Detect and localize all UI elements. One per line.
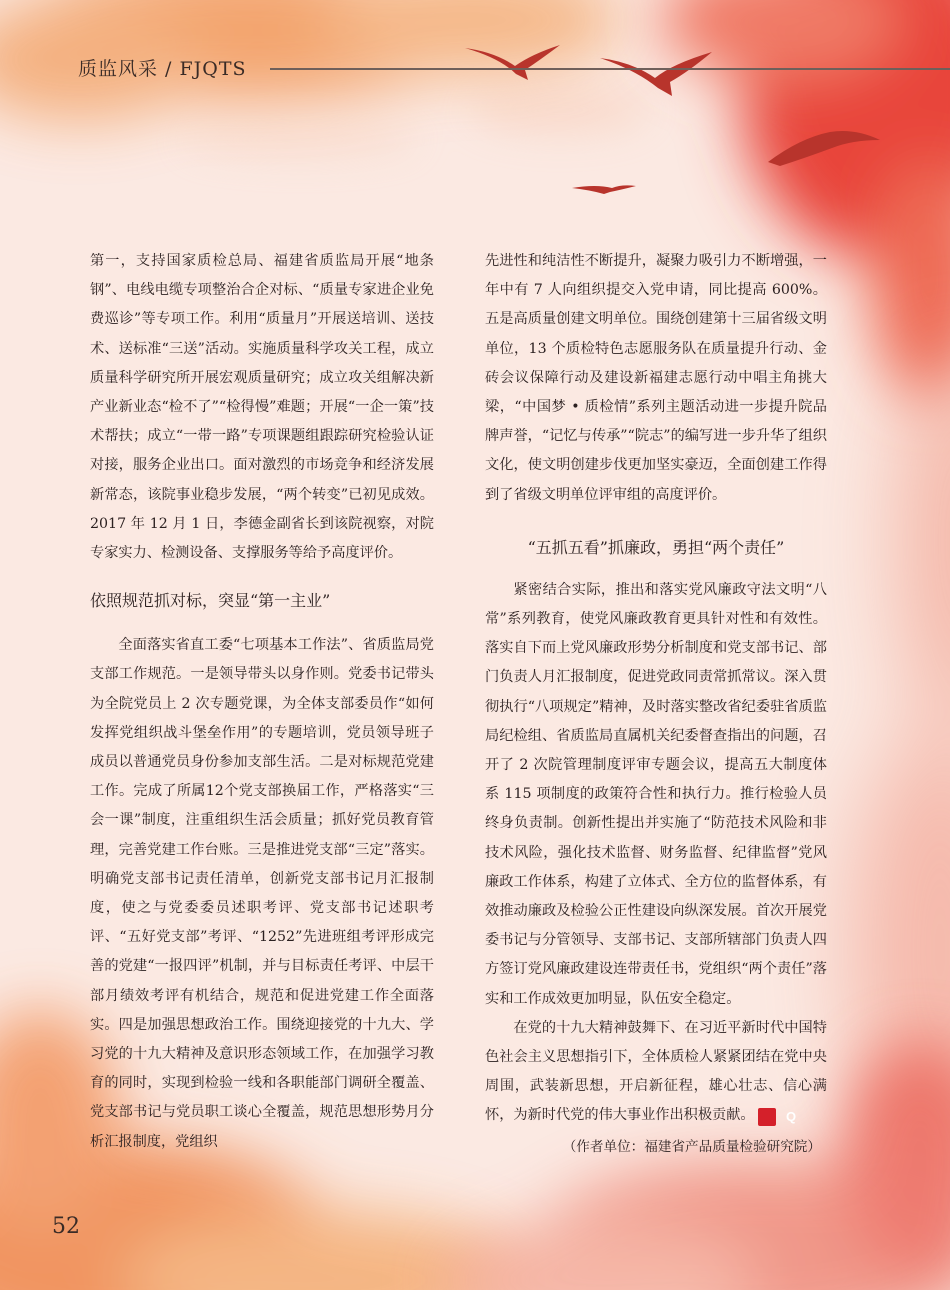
left-column <box>90 247 434 1157</box>
body-paragraph: 先进性和纯洁性不断提升，凝聚力吸引力不断增强，一年中有 7 人向组织提交入党申请，同比提高 600%。五是高质量创建文明单位。围绕创建第十三届省级文明单位，13 个质检特色志愿服务队在质量提升行动、金砖会议保障行动及建设新福建志愿行动中唱主角挑大梁，“中国梦 • 质检情”系列主题活动进一步提升院品牌声誉，“记忆与传承”“院志”的编写进一步升华了组织文化，使文明创建步伐更加坚实豪迈，全面创建工作得到了省级文明单位评审组的高度评价。 <box>485 253 827 503</box>
closing-text: 在党的十九大精神鼓舞下、在习近平新时代中国特色社会主义思想指引下，全体质检人紧紧团结在党中央周围，武装新思想，开启新征程，雄心壮志、信心满怀，为新时代党的伟大事业作出积极贡献。 <box>485 1019 827 1124</box>
body-paragraph: 全面落实省直工委“七项基本工作法”、省质监局党支部工作规范。一是领导带头以身作则。党委书记带头为全院党员上 2 次专题党课，为全体支部委员作“如何发挥党组织战斗堡垒作用”的专题培训，党员领导班子成员以普通党员身份参加支部生活。二是对标规范党建工作。完成了所属12个党支部换届工作，严格落实“三会一课”制度，注重组织生活会质量；抓好党员教育管理，完善党建工作台账。三是推进党支部“三定”落实。明确党支部书记责任清单，创新党支部书记月汇报制度，使之与党委委员述职考评、党支部书记述职考评、“五好党支部”考评、“1252”先进班组考评形成完善的党建“一报四评”机制，并与目标责任考评、中层干部月绩效考评有机结合，规范和促进党建工作全面落实。四是加强思想政治工作。围绕迎接党的十九大、学习党的十九大精神及意识形态领域工作，在加强学习教育的同时，实现到检验一线和各职能部门调研全覆盖、党支部书记与党员职工谈心全覆盖，规范思想形势月分析汇报制度，党组织 <box>90 637 434 1150</box>
author-attribution: （作者单位：福建省产品质量检验研究院） <box>562 1138 821 1155</box>
end-mark-icon: Q <box>758 1108 776 1126</box>
closing-paragraph <box>485 1014 827 1131</box>
header-divider <box>270 68 950 70</box>
right-column <box>485 247 827 1162</box>
body-paragraph: 第一，支持国家质检总局、福建省质监局开展“地条钢”、电线电缆专项整治合企对标、“质量专家进企业免费巡诊”等专项工作。利用“质量月”开展送培训、送技术、送标准“三送”活动。实施质量科学攻关工程，成立质量科学研究所开展宏观质量研究；成立攻关组解决新产业新业态“检不了”“检得慢”难题；开展“一企一策”技术帮扶；成立“一带一路”专项课题组跟踪研究检验认证对接，服务企业出口。面对激烈的市场竞争和经济发展新常态，该院事业稳步发展，“两个转变”已初见成效。2017 年 12 月 1 日，李德金副省长到该院视察，对院专家实力、检测设备、支撑服务等给予高度评价。 <box>90 253 434 562</box>
section-heading: “五抓五看”抓廉政，勇担“两个责任” <box>527 537 785 557</box>
body-paragraph: 紧密结合实际，推出和落实党风廉政守法文明“八常”系列教育，使党风廉政教育更具针对性和有效性。落实自下而上党风廉政形势分析制度和党支部书记、部门负责人月汇报制度，促进党政同责常抓常议。深入贯彻执行“八项规定”精神，及时落实整改省纪委驻省质监局纪检组、省质监局直属机关纪委督查指出的问题，召开了 2 次院管理制度评审专题会议，提高五大制度体系 115 项制度的政策符合性和执行力。推行检验人员终身负责制。创新性提出并实施了“防范技术风险和非技术风险，强化技术监督、财务监督、纪律监督”党风廉政工作体系，构建了立体式、全方位的监督体系，有效推动廉政及检验公正性建设向纵深发展。首次开展党委书记与分管领导、支部书记、支部所辖部门负责人四方签订党风廉政建设连带责任书，党组织“两个责任”落实和工作成效更加明显，队伍安全稳定。 <box>485 581 827 1007</box>
section-title: 质监风采 / FJQTS <box>78 58 247 80</box>
page-number: 52 <box>52 1214 80 1239</box>
section-heading: 依照规范抓对标，突显“第一主业” <box>90 591 331 611</box>
